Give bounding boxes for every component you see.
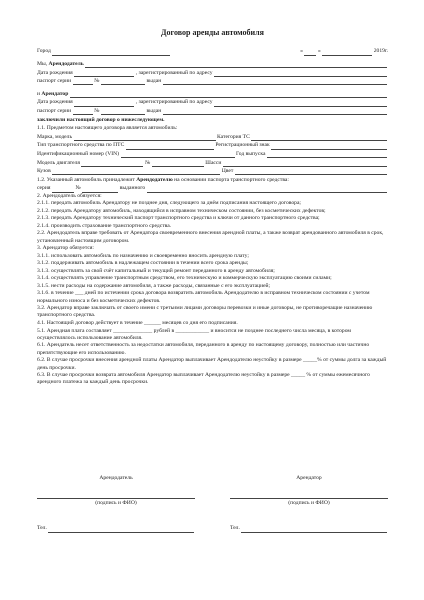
car-category-field[interactable] (251, 134, 386, 141)
lessee-prefix: и (37, 90, 40, 97)
lessor-passport-series-field[interactable] (73, 79, 93, 86)
lessor-name-field[interactable] (85, 62, 386, 69)
lessor-name-row (37, 60, 388, 69)
clause-3-1-1: 3.1.1. использовать автомобиль по назначению и своевременно вносить арендную плату; (37, 252, 249, 259)
clause-6-2: 6.2. В случае просрочки внесения арендной платы Арендатор выплачивает Арендодателю неустойку в размере _____% от суммы долга за каждый день просрочки. (37, 357, 387, 371)
car-vin-label: Идентификационный номер (VIN) (37, 150, 120, 157)
lessor-signature-title: Арендодатель (99, 475, 133, 481)
document-title: Договор аренды автомобиля (161, 28, 264, 37)
car-category-label: Категория ТС (217, 133, 250, 140)
clause-3-1-2: 3.1.2. поддерживать автомобиль в надлежащем состоянии в течении всего срока аренды; (37, 260, 249, 267)
signature-block (37, 475, 388, 533)
date-year: 2019г. (373, 48, 388, 55)
car-type-label: Тип транспортного средства по ПТС (37, 142, 125, 149)
car-body-label: Кузов (37, 168, 51, 175)
clause-2-heading: 2. Арендодатель обязуется: (37, 192, 102, 199)
clause-3-1-3: 3.1.3. осуществлять за свой счёт капитальный и текущий ремонт переданного в аренду автомобиля; (37, 267, 275, 274)
clause-3-1-4: 3.1.4. осуществлять управление транспортным средством, его техническую и коммерческую эксплуатацию своими силами; (37, 275, 332, 282)
lessee-role: Арендатор (41, 90, 69, 97)
lessor-passport-num-field[interactable] (101, 79, 145, 86)
lessee-passport-row (37, 107, 388, 116)
lessee-passport-num-field[interactable] (101, 109, 145, 116)
pts-series-field[interactable] (52, 186, 74, 193)
car-vin-field[interactable] (121, 152, 235, 159)
lessee-name-row (37, 89, 388, 98)
clause-3-1-6: 3.1.6. в течение ___ дней по истечении срока договора возвратить автомобиль Арендодателю в исправном техническом состоянии с учетом нормального износа и без косметических дефектов. (37, 290, 370, 304)
lessor-tel-row (37, 525, 195, 532)
clause-2-1-4: 2.1.4. производить страхование транспортного средства. (37, 222, 172, 229)
clause-1-2-bold: Арендодателю (136, 176, 173, 183)
pts-issued-label: выданного (119, 185, 146, 192)
clause-6-3: 6.3. В случае просрочки возврата автомобиля Арендатор выплачивает Арендодателю неустойку в размере _____ % от суммы ежемесячного арендного платежа за каждый день просрочки. (37, 372, 370, 386)
car-regmark-label: Регистрационный знак (215, 142, 270, 149)
clause-1-2-pre: 1.2. Указанный автомобиль принадлежит (37, 176, 135, 183)
clause-2-1-3: 2.1.3. передать Арендатору технический паспорт транспортного средства и ключи от данного транспортного средства; (37, 215, 320, 222)
car-vin-row (37, 150, 388, 159)
date-open-quote: « (300, 48, 303, 55)
city-field[interactable] (52, 49, 170, 56)
lessor-passport-label: паспорт серии (37, 78, 72, 85)
lessor-prefix: Мы, (37, 60, 48, 67)
subject-intro: 1.1. Предметом настоящего договора является автомобиль: (37, 125, 178, 132)
pts-num-label: № (75, 185, 81, 192)
lessee-signature-caption: (подпись и ФИО) (288, 500, 330, 507)
clause-5-1: 5.1. Арендная плата составляет ______________ рублей в ____________ и вносится не позднее последнего числа месяца, в котором осуществлялось использование автомобиля. (37, 327, 351, 341)
lessee-passport-num-label: № (94, 107, 100, 114)
clause-2-1-1: 2.1.1. передать автомобиль Арендатору не позднее дня, следующего за днём подписания настоящего договора; (37, 200, 301, 207)
clause-3-2: 3.2. Арендатор вправе заключать от своего имени с третьими лицами договоры перевозки и иные договоры, не противоречащие назначению транспортного средства. (37, 305, 373, 319)
car-chassis-label: Шасси (205, 159, 222, 166)
lessor-address-field[interactable] (214, 70, 386, 77)
car-regmark-field[interactable] (271, 143, 386, 150)
car-type-row (37, 141, 388, 150)
lessor-dob-field[interactable] (74, 70, 134, 77)
lessor-passport-num-label: № (94, 78, 100, 85)
car-type-field[interactable] (126, 143, 214, 150)
car-engine-field[interactable] (81, 160, 143, 167)
city-date-row (37, 47, 388, 56)
car-engine-num-field[interactable] (152, 160, 204, 167)
pts-series-label: серия (37, 185, 51, 192)
lessee-address-field[interactable] (214, 100, 386, 107)
clause-6-1: 6.1. Арендатель несет ответственность за недостатки автомобиля, переданного в аренду по настоящему договору, полностью или частично препятствующие его использованию. (37, 342, 370, 356)
lessor-signature-column (37, 475, 195, 533)
clause-2-1-2: 2.1.2. передать Арендатору автомобиль, находящийся в исправном техническом состоянии, без косметических дефектов; (37, 207, 326, 214)
lessor-tel-field[interactable] (48, 526, 193, 533)
lessee-issued-field[interactable] (163, 109, 387, 116)
clause-3-1-5: 3.1.5. нести расходы на содержание автомобиля, а также расходы, связанные с его эксплуатацией; (37, 282, 271, 289)
car-engine-row (37, 158, 388, 167)
lessee-tel-label: Тел. (230, 525, 240, 532)
clause-2-2: 2.2. Арендодатель вправе требовать от Арендатора своевременного внесения арендной платы, а также возврат арендованного автомобиля в срок, установленный настоящим договором. (37, 230, 384, 244)
lessor-role: Арендодатель (48, 60, 84, 67)
lessor-passport-row (37, 77, 388, 86)
lessor-dob-label: Дата рождения (37, 69, 73, 76)
pts-num-field[interactable] (82, 186, 118, 193)
lessor-dob-row (37, 68, 388, 77)
lessor-signature-caption: (подпись и ФИО) (95, 500, 137, 507)
lessee-signature-field[interactable] (230, 494, 388, 499)
clause-1-2-post: на основании паспорта транспортного средства: (174, 176, 289, 183)
lessor-tel-label: Тел. (37, 525, 47, 532)
lessee-dob-label: Дата рождения (37, 99, 73, 106)
car-brand-row (37, 132, 388, 141)
car-brand-field[interactable] (74, 134, 216, 141)
lessor-reg-label: , зарегистрированный по адресу (135, 69, 213, 76)
date-day-field[interactable] (304, 49, 316, 56)
lessee-dob-row (37, 98, 388, 107)
lessee-signature-title: Арендатор (296, 475, 322, 481)
clause-4-1: 4.1. Настоящий договор действует в течение ______ месяцев со дня его подписания. (37, 319, 238, 326)
concluded-line: заключили настоящий договор о нижеследующем. (37, 116, 165, 123)
city-label: Город (37, 48, 51, 55)
lessor-signature-field[interactable] (37, 494, 195, 499)
car-engine-num-label: № (144, 159, 151, 166)
lessee-dob-field[interactable] (74, 100, 134, 107)
clause-3-heading: 3. Арендатор обязуется: (37, 245, 94, 252)
car-engine-label: Модель двигателя (37, 159, 80, 166)
date-close-quote: » (317, 48, 321, 55)
lessee-tel-field[interactable] (241, 526, 386, 533)
lessee-name-field[interactable] (70, 91, 387, 98)
car-chassis-field[interactable] (223, 160, 387, 167)
pts-issued-field[interactable] (147, 186, 387, 193)
clause-1-2-line (37, 175, 388, 184)
lessor-issued-field[interactable] (163, 79, 387, 86)
car-color-field[interactable] (235, 169, 387, 176)
lessee-passport-series-field[interactable] (73, 109, 93, 116)
lessee-reg-label: , зарегистрированный по адресу (135, 99, 213, 106)
lessee-tel-row (230, 525, 388, 532)
car-brand-label: Марка, модель (37, 133, 73, 140)
lessor-issued-label: выдан (146, 78, 162, 85)
car-year-label: Год выпуска (236, 150, 266, 157)
lessee-signature-column (230, 475, 388, 533)
pts-row (37, 184, 388, 193)
lessee-issued-label: выдан (146, 107, 162, 114)
car-body-field[interactable] (52, 169, 220, 176)
car-color-label: Цвет (221, 168, 234, 175)
date-month-field[interactable] (322, 49, 372, 56)
car-body-row (37, 167, 388, 176)
lessee-passport-label: паспорт серии (37, 107, 72, 114)
car-year-field[interactable] (267, 152, 387, 159)
